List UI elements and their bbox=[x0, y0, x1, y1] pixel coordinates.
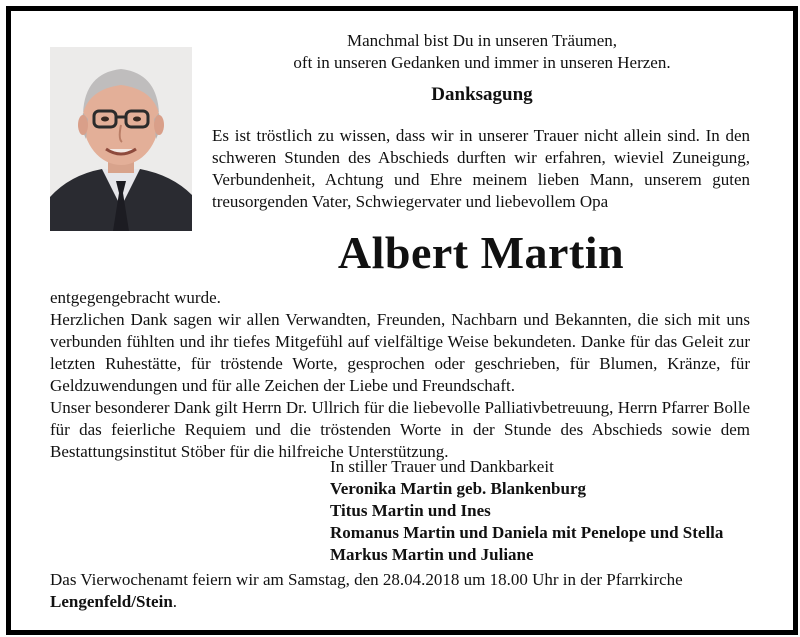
signature-name: Veronika Martin geb. Blankenburg bbox=[330, 479, 586, 498]
signature-lead: In stiller Trauer und Dankbarkeit bbox=[330, 457, 554, 476]
service-text: Das Vierwochenamt feiern wir am Samstag, den 28.04.2018 um 18.00 Uhr in der Pfarrkirche bbox=[50, 570, 683, 589]
motto bbox=[200, 30, 764, 74]
intro-text: Es ist tröstlich zu wissen, dass wir in unserer Trauer nicht allein sind. In den schweren Stunden des Abschieds durften wir erfahren, wieviel Zuneigung, Verbundenheit, Achtung und Ehre meinem lieben Mann, unserem guten treusorgenden Vater, Schwiegervater und liebevollem Opa bbox=[212, 126, 750, 211]
portrait-illustration bbox=[50, 47, 192, 231]
service-place: Lengenfeld/Stein bbox=[50, 592, 173, 611]
signature-block bbox=[330, 456, 770, 566]
service-announcement bbox=[50, 569, 750, 613]
motto-line-1: Manchmal bist Du in unseren Träumen, bbox=[346, 31, 618, 50]
service-end: . bbox=[172, 592, 178, 611]
signature-name: Titus Martin und Ines bbox=[330, 501, 491, 520]
motto-line-2: oft in unseren Gedanken und immer in unseren Herzen. bbox=[293, 53, 671, 72]
heading: Danksagung bbox=[431, 84, 533, 105]
signature-name: Romanus Martin und Daniela mit Penelope und Stella bbox=[330, 523, 724, 542]
portrait-photo bbox=[50, 47, 192, 231]
body-paragraph-3: Unser besonderer Dank gilt Herrn Dr. Ullrich für die liebevolle Palliativbetreuung, Herrn Pfarrer Bolle für das feierliche Requiem und die tröstenden Worte in der Stunde des Abschieds sowie dem Bestattungsinstitut Stöber für die hilfreiche Unterstützung. bbox=[50, 398, 750, 461]
signature-name: Markus Martin und Juliane bbox=[330, 545, 534, 564]
body-text bbox=[50, 287, 750, 463]
body-paragraph-1: entgegengebracht wurde. bbox=[50, 288, 221, 307]
body-paragraph-2: Herzlichen Dank sagen wir allen Verwandten, Freunden, Nachbarn und Bekannten, die sich mit uns verbunden fühlten und ihr tiefes Mitgefühl auf vielfältige Weise bekundeten. Danke für das Geleit zur letzten Ruhestätte, für tröstende Worte, gesprochen oder geschrieben, für Blumen, Kränze, für Geldzuwendungen und für alle Zeichen der Liebe und Freundschaft. bbox=[50, 310, 750, 395]
deceased-name: Albert Martin bbox=[337, 227, 625, 278]
